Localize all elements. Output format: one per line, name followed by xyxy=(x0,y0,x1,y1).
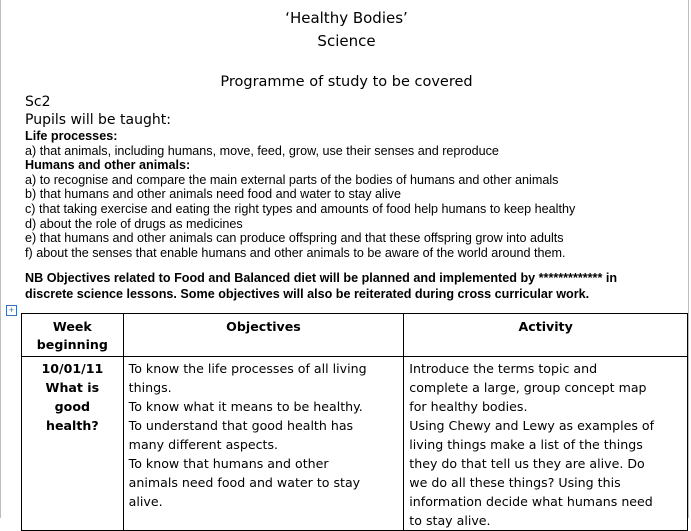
header-week-line2: beginning xyxy=(36,337,108,352)
activity-line: we do all these things? Using this xyxy=(409,475,621,490)
activity-line: to stay alive. xyxy=(409,513,491,528)
programme-heading: Programme of study to be covered xyxy=(220,74,473,90)
week-date: 10/01/11 xyxy=(41,361,104,376)
list-item: a) that animals, including humans, move, feed, grow, use their senses and reproduce xyxy=(25,143,499,158)
activity-line: complete a large, group concept map xyxy=(409,380,647,395)
objective-line: To understand that good health has xyxy=(128,418,354,433)
activity-line: living things make a list of the things xyxy=(409,437,643,452)
header-week xyxy=(22,314,124,357)
intro-text: Pupils will be taught: xyxy=(25,112,171,128)
section-heading-humans-animals: Humans and other animals: xyxy=(25,158,191,173)
nb-line-2: discrete science lessons. Some objectives will also be reiterated during cross curricular work. xyxy=(25,287,590,301)
table-header-row xyxy=(22,314,688,357)
table-row xyxy=(22,357,688,531)
curriculum-code: Sc2 xyxy=(25,94,51,110)
week-topic-line: health? xyxy=(46,418,99,433)
objective-line: To know what it means to be healthy. xyxy=(128,399,363,414)
objective-line: things. xyxy=(128,380,172,395)
table-move-handle-icon[interactable]: + xyxy=(6,305,17,316)
nb-line-1: NB Objectives related to Food and Balanced diet will be planned and implemented by ************* in xyxy=(25,271,618,285)
objective-line: To know the life processes of all living xyxy=(128,361,367,376)
planning-table xyxy=(21,313,688,531)
activity-line: they do that tell us they are alive. Do xyxy=(409,456,645,471)
objective-line: animals need food and water to stay xyxy=(128,475,361,490)
activity-line: Introduce the terms topic and xyxy=(409,361,598,376)
header-activity: Activity xyxy=(404,314,688,357)
week-topic-line: good xyxy=(54,399,90,414)
week-cell xyxy=(22,357,124,531)
activity-line: Using Chewy and Lewy as examples of xyxy=(409,418,655,433)
objective-line: alive. xyxy=(128,494,163,509)
activity-line: information decide what humans need xyxy=(409,494,653,509)
programme-list xyxy=(25,129,685,260)
week-topic-line: What is xyxy=(45,380,100,395)
list-item: d) about the role of drugs as medicines xyxy=(25,216,243,231)
list-item: f) about the senses that enable humans and other animals to be aware of the world around them. xyxy=(25,245,566,260)
header-week-line1: Week xyxy=(52,319,92,334)
activity-cell xyxy=(404,357,688,531)
activity-line: for healthy bodies. xyxy=(409,399,528,414)
list-item: c) that taking exercise and eating the right types and amounts of food help humans to keep healthy xyxy=(25,201,576,216)
nb-note xyxy=(25,270,680,302)
objectives-cell xyxy=(123,357,404,531)
list-item: e) that humans and other animals can produce offspring and that these offspring grow into adults xyxy=(25,231,564,246)
list-item: a) to recognise and compare the main external parts of the bodies of humans and other animals xyxy=(25,172,559,187)
list-item: b) that humans and other animals need food and water to stay alive xyxy=(25,187,401,202)
objective-line: many different aspects. xyxy=(128,437,279,452)
document-title: ‘Healthy Bodies’ xyxy=(285,9,408,27)
objective-line: To know that humans and other xyxy=(128,456,329,471)
header-objectives: Objectives xyxy=(123,314,404,357)
section-heading-life-processes: Life processes: xyxy=(25,129,118,143)
document-subject: Science xyxy=(317,32,376,50)
